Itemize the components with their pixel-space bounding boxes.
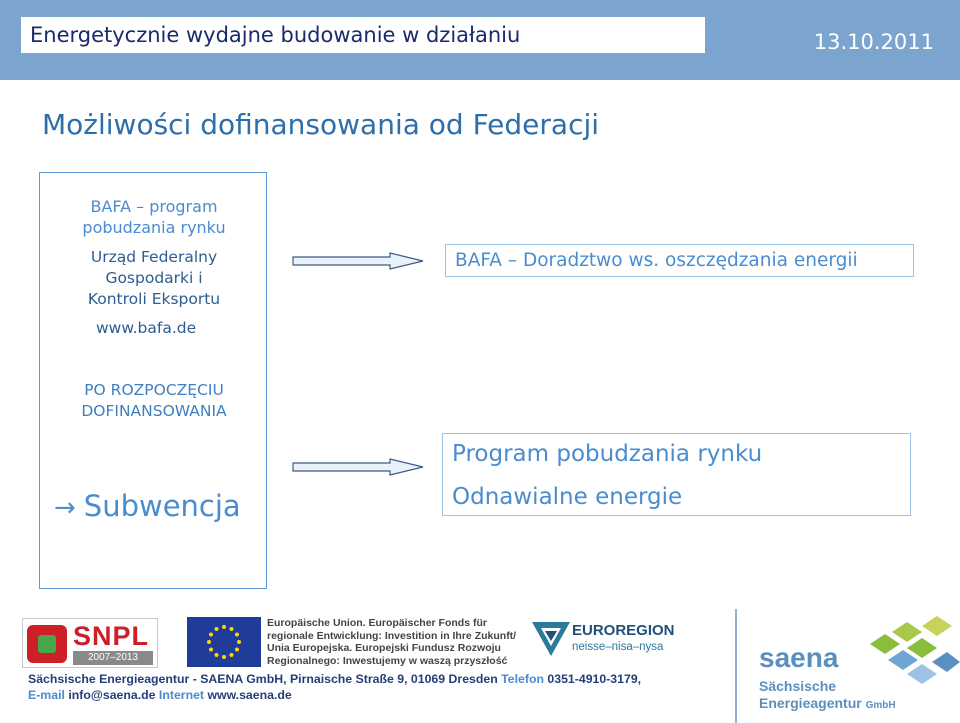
program-title-text: Program pobudzania rynku <box>452 441 763 467</box>
subsidy-text: Subwencja <box>83 489 241 523</box>
after-start-text: PO ROZPOCZĘCIU DOFINANSOWANIA <box>81 381 227 420</box>
eu-line: Unia Europejska. Europejski Fundusz Rozwoju <box>267 642 501 654</box>
footer-internet-label: Internet <box>158 688 205 702</box>
footer-company: Sächsische Energieagentur - SAENA GmbH, Pirnaische Straße 9, 01069 Dresden <box>28 672 498 686</box>
eu-line: Europäische Union. Europäischer Fonds für <box>267 617 487 629</box>
arrow-right-icon <box>292 252 424 270</box>
footer-address <box>28 672 641 686</box>
header-date: 13.10.2011 <box>813 30 934 54</box>
snpl-name: SNPL <box>73 621 150 651</box>
saena-name: saena <box>759 642 839 673</box>
header-bar <box>0 0 960 80</box>
footer-phone: 0351-4910-3179, <box>547 672 642 686</box>
eu-line: Regionalnego: Inwestujemy w waszą przyszłość <box>267 654 508 667</box>
header-title-box <box>21 17 705 53</box>
euroregion-name: EUROREGION <box>572 622 675 639</box>
saena-sub1: Sächsische <box>759 678 837 694</box>
eu-stars-icon <box>187 617 261 667</box>
saena-logo <box>742 612 960 723</box>
saena-sub2-text: Energieagentur <box>759 695 862 711</box>
footer-email[interactable]: info@saena.de <box>68 688 156 702</box>
euroregion-mark-icon <box>532 622 570 658</box>
slide-title: Możliwości dofinansowania od Federacji <box>42 108 600 141</box>
bafa-website-text: www.bafa.de <box>96 319 197 337</box>
euroregion-sub: neisse–nisa–nysa <box>572 641 664 653</box>
agency-name-text: Urząd Federalny Gospodarki i Kontroli Eksportu <box>87 248 221 308</box>
snpl-years: 2007–2013 <box>73 651 153 665</box>
arrow-right-icon: → <box>54 493 76 523</box>
arrow-right-icon <box>292 458 424 476</box>
footer-phone-label: Telefon <box>501 672 544 686</box>
renewable-energy-text: Odnawialne energie <box>452 484 683 510</box>
footer-divider <box>735 609 737 723</box>
header-title: Energetycznie wydajne budowanie w działaniu <box>30 23 521 47</box>
program-box <box>442 433 911 516</box>
footer-contact <box>28 688 292 702</box>
advisory-text: BAFA – Doradztwo ws. oszczędzania energii <box>455 250 858 271</box>
saena-sub2 <box>759 695 896 711</box>
euroregion-logo <box>532 620 675 662</box>
advisory-box <box>445 244 914 277</box>
snpl-mark-icon <box>27 625 67 663</box>
saena-gmbh: GmbH <box>865 700 896 711</box>
footer-email-label: E-mail <box>28 688 65 702</box>
subsidy-line <box>54 489 241 523</box>
eu-flag-icon <box>187 617 261 667</box>
snpl-logo <box>22 618 158 668</box>
eu-funding-text <box>267 617 516 667</box>
footer-website[interactable]: www.saena.de <box>207 688 292 702</box>
bafa-program-text: BAFA – program pobudzania rynku <box>82 197 226 237</box>
left-panel <box>39 172 267 589</box>
eu-line: regionale Entwicklung: Investition in Ihre Zukunft/ <box>267 629 517 642</box>
